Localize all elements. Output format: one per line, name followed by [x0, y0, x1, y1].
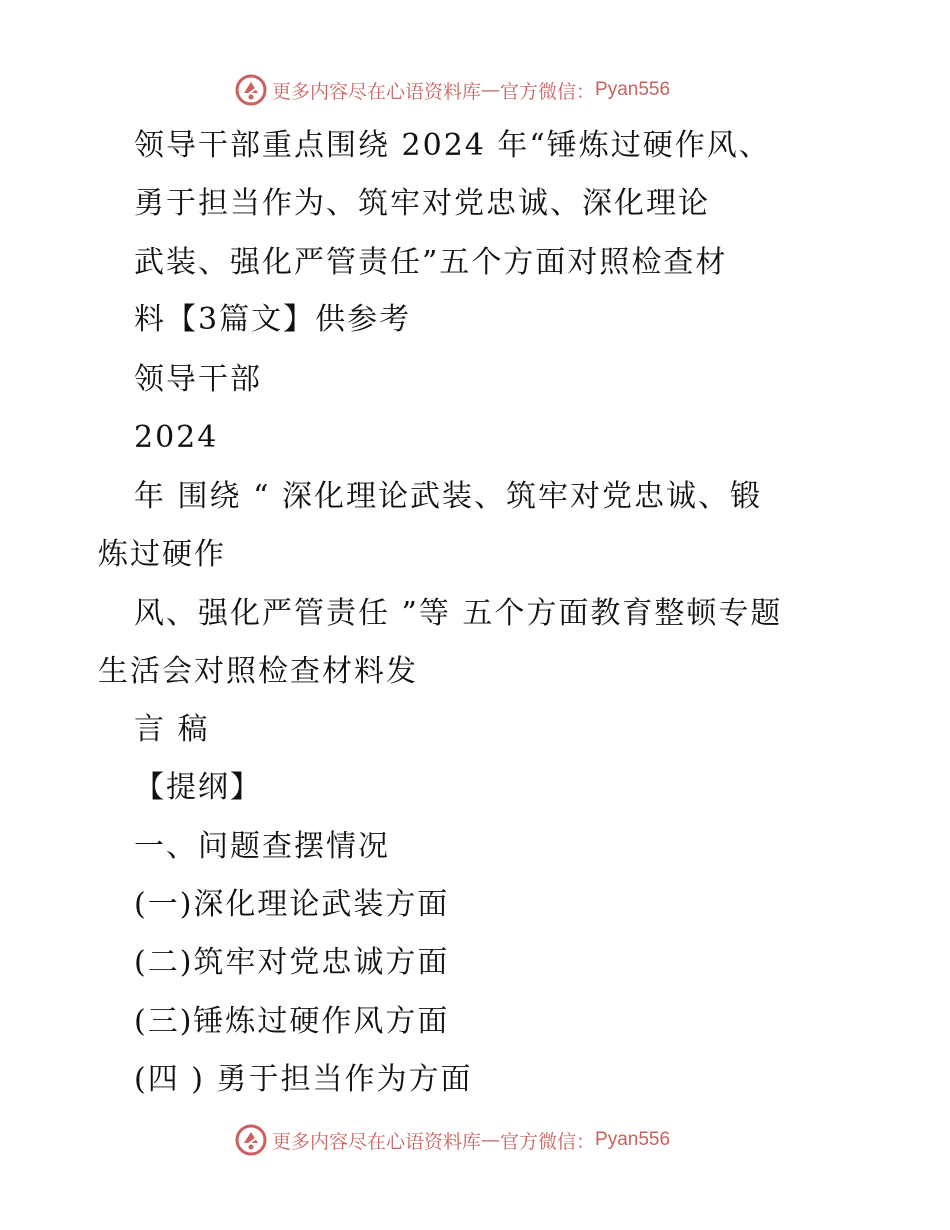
- brand-logo-icon: [234, 73, 268, 107]
- banner-official: 官方微信：: [500, 1130, 596, 1153]
- body-line: 勇于担当作为、筑牢对党忠诚、深化理论: [134, 186, 710, 221]
- banner-dash: —: [481, 1129, 501, 1151]
- body-line: 料【3篇文】供参考: [134, 302, 412, 337]
- body-line: (一)深化理论武装方面: [134, 887, 450, 922]
- body-line: 一、问题查摆情况: [134, 829, 390, 864]
- banner-wechat-id: Pyan556: [595, 79, 671, 100]
- banner-dash: —: [481, 79, 501, 101]
- banner-text: 更多内容尽在心语资料库: [272, 80, 482, 103]
- banner-text: 更多内容尽在心语资料库: [272, 1130, 482, 1153]
- body-line: 武装、强化严管责任”五个方面对照检查材: [134, 245, 728, 280]
- body-line: 领导干部: [134, 362, 262, 397]
- body-line: 生活会对照检查材料发: [98, 654, 418, 689]
- body-line: 风、强化严管责任 ”等 五个方面教育整顿专题: [134, 596, 783, 631]
- body-line: (二)筑牢对党忠诚方面: [134, 945, 450, 980]
- header-banner: [234, 72, 670, 108]
- body-line: (三)锤炼过硬作风方面: [134, 1004, 450, 1039]
- body-line: 年 围绕 “ 深化理论武装、筑牢对党忠诚、锻: [134, 479, 762, 514]
- body-line: 言 稿: [134, 712, 210, 747]
- banner-official: 官方微信：: [500, 80, 596, 103]
- body-line: 炼过硬作: [98, 537, 226, 572]
- footer-banner: [234, 1122, 670, 1158]
- banner-wechat-id: Pyan556: [595, 1129, 671, 1150]
- body-line: 2024: [134, 420, 219, 455]
- body-line: 【提纲】: [134, 770, 262, 805]
- brand-logo-icon: [234, 1123, 268, 1157]
- body-line: 领导干部重点围绕 2024 年“锤炼过硬作风、: [134, 128, 771, 163]
- body-line: (四 ) 勇于担当作为方面: [134, 1062, 473, 1097]
